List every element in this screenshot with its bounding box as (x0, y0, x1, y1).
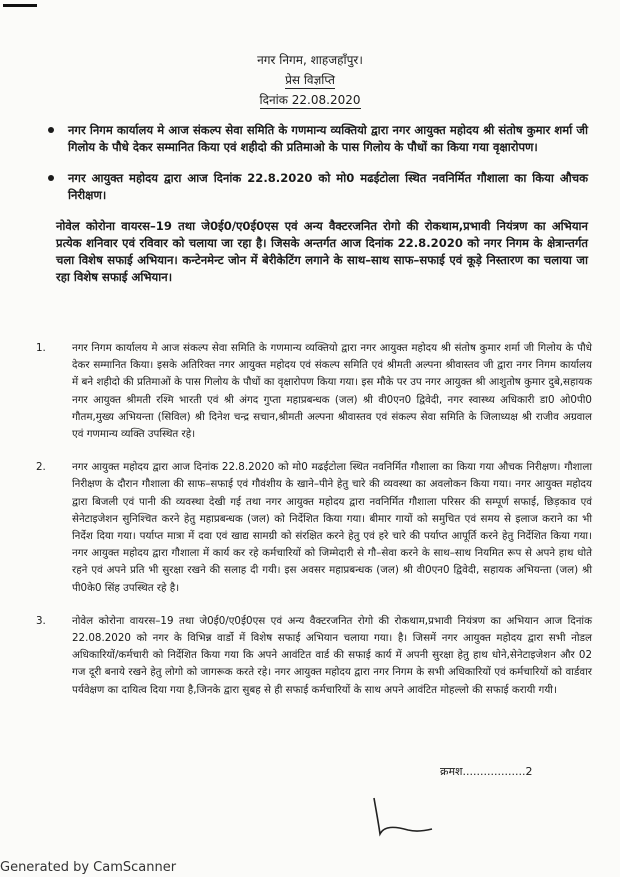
signature-mark (368, 790, 438, 840)
item-number: 1. (36, 342, 46, 354)
list-item (36, 613, 592, 699)
bullet-dot-icon (48, 175, 54, 181)
scan-edge-mark (3, 4, 37, 7)
org-name: नगर निगम, शाहजहाँपुर। (257, 53, 363, 67)
bullet-dot-icon (48, 127, 54, 133)
bullet-item (48, 122, 588, 156)
list-item (36, 340, 592, 443)
bullet-text: नगर निगम कार्यालय मे आज संकल्प सेवा समिति के गणमान्य व्यक्तियो द्वारा नगर आयुक्त महोदय श्री संतोष कुमार शर्मा जी गिलोय के पौधे देकर सम्मानित किया एवं शहीदो की प्रतिमाओ के पास गिलोय के पौधों का किया गया वृक्षारोपण। (68, 123, 588, 154)
item-text: नगर आयुक्त महोदय द्वारा आज दिनांक 22.8.2020 को मो0 मढईटोला स्थित नवनिर्मित गौशाला का किया गया औचक निरीक्षण। गौशाला निरीक्षण के दौरान गौशाला की साफ–सफाई एवं गौवंशीय के खाने–पीने हेतु चारे की व्यवस्था का अवलोकन किया गया। नगर आयुक्त महोदय द्वारा बिजली एवं पानी की व्यवस्था देखी गई तथा नगर आयुक्त महोदय द्वारा नवनिर्मित गौशाला परिसर की सम्पूर्ण सफाई, छिड़काव एवं सेनेटाइजेशन सुनिश्चित करने हेतु महाप्रबन्धक (जल) को निर्देशित किया गया। बीमार गायों को समुचित एवं समय से इलाज कराने का भी निर्देश दिया गया। पर्याप्त मात्रा में दवा एवं खाद्य सामग्री को संरक्षित करने हेतु एवं हरे चारे की पर्याप्त आपूर्ति करने हेतु निर्देशित किया गया। नगर आयुक्त महोदय द्वारा गौशाला में कार्य कर रहे कर्मचारियों को जिम्मेदारी से गौ–सेवा करने के साथ–साथ नियमित रूप से अपने हाथ धोते रहने एवं अपने प्रति भी सुरक्षा रखने की सलाह दी गयी। इस अवसर महाप्रबन्धक (जल) श्री वी0एन0 द्विवेदी, सहायक अभियन्ता (जल) श्री पी0के0 सिंह उपस्थित रहे है। (72, 461, 592, 594)
item-number: 3. (36, 614, 46, 627)
item-number: 2. (36, 461, 46, 474)
header (0, 50, 620, 110)
summary-paragraph: नोवेल कोरोना वायरस–19 तथा जे0ई0/ए0ई0एस एवं अन्य वैक्टरजनित रोगो की रोकथाम,प्रभावी नियंत्रण का अभियान प्रत्येक शनिवार एवं रविवार को चलाया जा रहा है। जिसके अन्तर्गत आज दिनांक 22.8.2020 को नगर निगम के क्षेत्रान्तर्गत चला विशेष सफाई अभियान। कन्टेनमेन्ट जोन में बेरीकेटिंग लगाने के साथ–साथ साफ–सफाई एवं कूड़े निस्तारण का चलाया जा रहा विशेष सफाई अभियान। (56, 219, 588, 284)
continued-marker: क्रमश..................2 (440, 765, 533, 778)
numbered-list (36, 340, 592, 715)
scanner-watermark: Generated by CamScanner (0, 860, 177, 875)
bullet-item (48, 170, 588, 204)
item-text: नोवेल कोरोना वायरस–19 तथा जे0ई0/ए0ई0एस एवं अन्य वैक्टरजनित रोगो की रोकथाम,प्रभावी नियंत्रण का अभियान आज दिनांक 22.08.2020 को नगर के विभिन्न वार्डो में विशेष सफाई अभियान चलाया गया। है। जिसमें नगर आयुक्त महोदय द्वारा सभी नोडल अधिकारियों/कर्मचारी को निर्देशित किया गया कि अपने आवंटित वार्ड की सफाई कार्य में अपनी सुरक्षा हेतु हाथ धोने,सेनेटाइजेशन और 02 गज दूरी बनाये रखने हेतु लोगो को जागरूक करते रहे। नगर आयुक्त महोदय द्वारा नगर निगम के सभी अधिकारियों एवं कर्मचारियों को वार्डवार पर्यवेक्षण का दायित्व दिया गया है,जिनके द्वारा सुबह से ही सफाई कर्मचारियों के साथ अपने आवंटित मोहल्लो की सफाई करायी गयी। (72, 614, 592, 696)
bullet-text: नगर आयुक्त महोदय द्वारा आज दिनांक 22.8.2020 को मो0 मढईटोला स्थित नवनिर्मित गौशाला का किया औचक निरीक्षण। (68, 171, 588, 202)
summary-bullets (48, 122, 588, 286)
doc-date: दिनांक 22.08.2020 (259, 93, 361, 107)
list-item (36, 459, 592, 597)
doc-title: प्रेस विज्ञप्ति (285, 73, 335, 87)
item-text: नगर निगम कार्यालय मे आज संकल्प सेवा समिति के गणमान्य व्यक्तियो द्वारा नगर आयुक्त महोदय श्री संतोष कुमार शर्मा जी गिलोय के पौधे देकर सम्मानित किया। इसके अतिरिक्त नगर आयुक्त महोदय एवं संकल्प समिति एवं श्रीमती अल्पना श्रीवास्तव जी द्वारा नगर निगम कार्यालय में बने शहीदो की प्रतिमाओं के पास गिलोय के पौधों का वृक्षारोपण किया गया। इस मौके पर उप नगर आयुक्त श्री आशुतोष कुमार दुबे,सहायक नगर आयुक्त श्रीमती रश्मि भारती एवं श्री अंगद गुप्ता महाप्रबन्धक (जल) श्री वी0एन0 द्विवेदी, नगर स्वास्थ्य अधिकारी डा0 ओ0पी0 गौतम,मुख्य अभियन्ता (सिविल) श्री दिनेश चन्द्र सचान,श्रीमती अल्पना श्रीवास्तव एवं संकल्प सेवा समिति के जिलाध्यक्ष श्री राजीव अग्रवाल एवं गणमान्य व्यक्ति उपस्थित रहे। (72, 342, 592, 441)
